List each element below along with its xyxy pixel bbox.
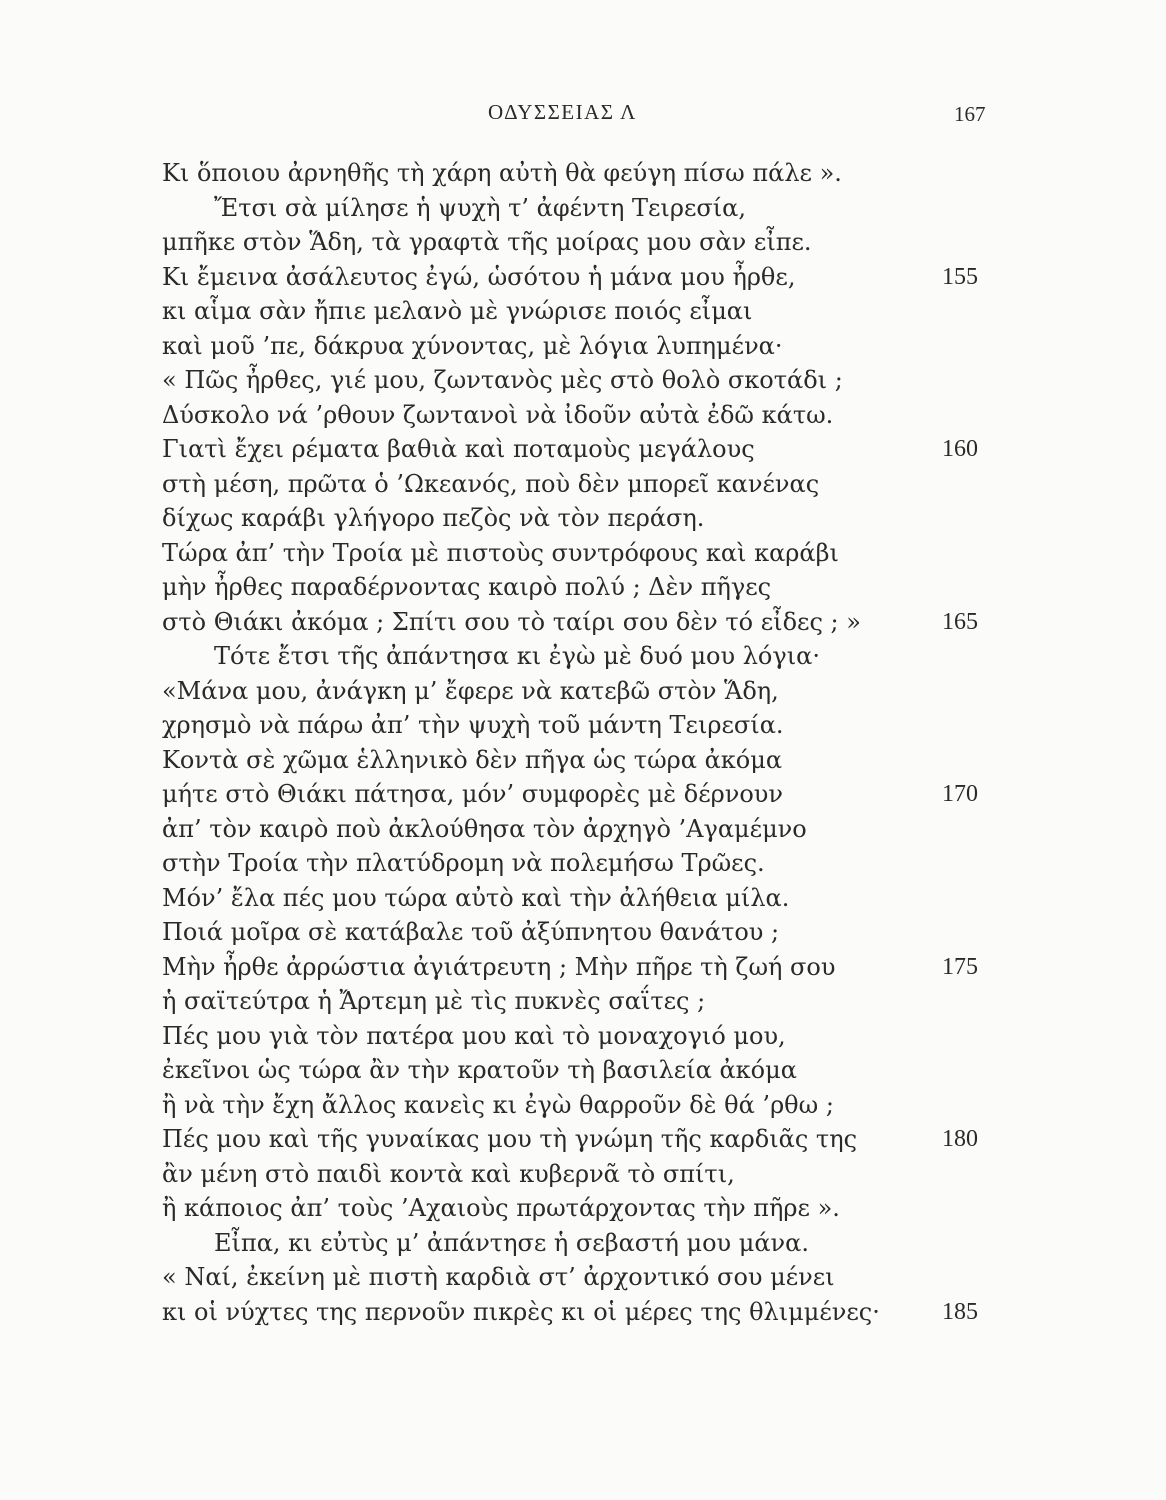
verse-text: στὴν Τροία τὴν πλατύδρομη νὰ πολεμήσω Τρῶες. [162, 849, 765, 877]
verse-line [162, 639, 1002, 674]
verse-text: Τώρα ἀπ’ τὴν Τροία μὲ πιστοὺς συντρόφους καὶ καράβι [162, 538, 839, 567]
verse-text: κι αἷμα σὰν ἤπιε μελανὸ μὲ γνώρισε ποιός εἶμαι [162, 297, 753, 325]
verse-line [162, 1226, 1002, 1261]
verse-text: ἡ σαϊτεύτρα ἡ Ἄρτεμη μὲ τὶς πυκνὲς σαΐτες ; [162, 987, 706, 1015]
verse-text: «Μάνα μου, ἀνάγκη μ’ ἔφερε νὰ κατεβῶ στὸν Ἅδη, [162, 676, 779, 705]
page-number: 167 [954, 102, 986, 126]
verse-line [162, 191, 1002, 226]
verse-text: Μόν’ ἔλα πές μου τώρα αὐτὸ καὶ τὴν ἀλήθεια μίλα. [162, 883, 790, 912]
verse-text: « Ναί, ἐκείνη μὲ πιστὴ καρδιὰ στ’ ἀρχοντικό σου μένει [162, 1263, 835, 1291]
verse-line [162, 812, 1002, 847]
verse-line [162, 467, 1002, 502]
verse-line [162, 950, 1002, 985]
verse-line [162, 846, 1002, 881]
verse-text: Πές μου γιὰ τὸν πατέρα μου καὶ τὸ μοναχογιό μου, [162, 1021, 786, 1050]
verse-text: μήτε στὸ Θιάκι πάτησα, μόν’ συμφορὲς μὲ δέρνουν [162, 780, 783, 808]
line-number: 175 [942, 953, 978, 980]
verse-text: χρησμὸ νὰ πάρω ἀπ’ τὴν ψυχὴ τοῦ μάντη Τειρεσία. [162, 711, 784, 739]
verse-text: Τότε ἔτσι τῆς ἀπάντησα κι ἐγὼ μὲ δυό μου λόγια· [214, 642, 820, 670]
verse-text: δίχως καράβι γλήγορο πεζὸς νὰ τὸν περάση. [162, 504, 705, 532]
line-number: 155 [942, 263, 978, 290]
verse-line [162, 605, 1002, 640]
verse-line [162, 260, 1002, 295]
verse-line [162, 1088, 1002, 1123]
verse-text: ἂν μένη στὸ παιδὶ κοντὰ καὶ κυβερνᾶ τὸ σπίτι, [162, 1159, 735, 1188]
verse-line [162, 915, 1002, 950]
verse-line [162, 156, 1002, 191]
verse-line [162, 432, 1002, 467]
verse-line [162, 674, 1002, 709]
line-number: 160 [942, 436, 978, 462]
running-title: ΟΔΥΣΣΕΙΑΣ Λ [488, 100, 637, 124]
verse-line [162, 570, 1002, 605]
verse-line [162, 1157, 1002, 1192]
verse-line [162, 501, 1002, 536]
verse-line [162, 329, 1002, 364]
verse-text: ἢ νὰ τὴν ἔχη ἄλλος κανεὶς κι ἐγὼ θαρροῦν δὲ θά ’ρθω ; [162, 1090, 834, 1119]
verse-line [162, 398, 1002, 433]
verse-line [162, 1260, 1002, 1295]
verse-line [162, 984, 1002, 1019]
verse-line [162, 1191, 1002, 1226]
verse-line [162, 1019, 1002, 1054]
verse-text: Εἶπα, κι εὐτὺς μ’ ἀπάντησε ἡ σεβαστή μου μάνα. [214, 1228, 809, 1257]
verse-text: μὴν ἦρθες παραδέρνοντας καιρὸ πολύ ; Δὲν πῆγες [162, 573, 772, 601]
verse-text: Δύσκολο νά ’ρθουν ζωντανοὶ νὰ ἰδοῦν αὐτὰ ἐδῶ κάτω. [162, 400, 834, 429]
verse-line [162, 1122, 1002, 1157]
verse-text: Ἔτσι σὰ μίλησε ἡ ψυχὴ τ’ ἀφέντη Τειρεσία, [214, 193, 747, 222]
verse-line [162, 881, 1002, 916]
running-head [0, 100, 1166, 132]
verse-text: στὴ μέση, πρῶτα ὁ ’Ωκεανός, ποὺ δὲν μπορεῖ κανένας [162, 469, 820, 498]
verse-text: Γιατὶ ἔχει ρέματα βαθιὰ καὶ ποταμοὺς μεγάλους [162, 435, 755, 463]
verse-text: Κοντὰ σὲ χῶμα ἑλληνικὸ δὲν πῆγα ὡς τώρα ἀκόμα [162, 745, 783, 774]
verse-text: Κι ἔμεινα ἀσάλευτος ἐγώ, ὡσότου ἡ μάνα μου ἦρθε, [162, 262, 796, 291]
line-number: 180 [942, 1126, 978, 1152]
line-number: 165 [942, 608, 978, 635]
verse-line [162, 708, 1002, 743]
verse-text: μπῆκε στὸν Ἅδη, τὰ γραφτὰ τῆς μοίρας μου σὰν εἶπε. [162, 228, 812, 256]
verse-text: « Πῶς ἦρθες, γιέ μου, ζωντανὸς μὲς στὸ θολὸ σκοτάδι ; [162, 366, 843, 394]
verse-block [162, 156, 1002, 1329]
line-number: 185 [942, 1298, 978, 1325]
verse-line [162, 777, 1002, 812]
verse-line [162, 536, 1002, 571]
verse-text: ἀπ’ τὸν καιρὸ ποὺ ἀκλούθησα τὸν ἀρχηγὸ ’Αγαμέμνο [162, 814, 807, 843]
verse-text: Κι ὅποιου ἀρνηθῆς τὴ χάρη αὐτὴ θὰ φεύγη πίσω πάλε ». [162, 159, 842, 187]
verse-line [162, 363, 1002, 398]
verse-line [162, 1295, 1002, 1330]
verse-text: κι οἱ νύχτες της περνοῦν πικρὲς κι οἱ μέρες της θλιμμένες· [162, 1297, 880, 1326]
verse-text: ἢ κάποιος ἀπ’ τοὺς ’Αχαιοὺς πρωτάρχοντας τὴν πῆρε ». [162, 1194, 840, 1222]
verse-line [162, 1053, 1002, 1088]
line-number: 170 [942, 781, 978, 807]
verse-text: καὶ μοῦ ’πε, δάκρυα χύνοντας, μὲ λόγια λυπημένα· [162, 331, 783, 360]
verse-line [162, 225, 1002, 260]
verse-line [162, 743, 1002, 778]
verse-text: Ποιά μοῖρα σὲ κατάβαλε τοῦ ἀξύπνητου θανάτου ; [162, 918, 780, 946]
verse-line [162, 294, 1002, 329]
verse-text: Πές μου καὶ τῆς γυναίκας μου τὴ γνώμη τῆς καρδιᾶς της [162, 1125, 858, 1153]
verse-text: ἐκεῖνοι ὡς τώρα ἂν τὴν κρατοῦν τὴ βασιλεία ἀκόμα [162, 1056, 797, 1084]
verse-text: Μὴν ἦρθε ἀρρώστια ἀγιάτρευτη ; Μὴν πῆρε τὴ ζωή σου [162, 952, 836, 981]
verse-text: στὸ Θιάκι ἀκόμα ; Σπίτι σου τὸ ταίρι σου δὲν τό εἶδες ; » [162, 607, 861, 636]
